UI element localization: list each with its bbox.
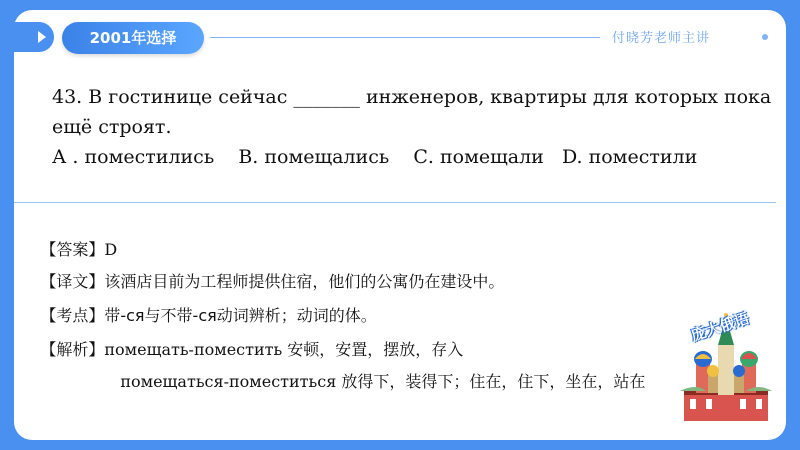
analysis-row-2: [100, 350, 645, 411]
year-tag: 2001年选择: [62, 22, 204, 54]
answer-value: D: [104, 240, 118, 259]
question-text: 43. В гостинице сейчас _______ инженеров, квартиры для которых пока ещё строят.: [52, 86, 772, 138]
question-options: А . поместились В. помещались С. помещали D. поместили: [52, 146, 698, 168]
translation-value: 该酒店目前为工程师提供住宿，他们的公寓仍在建设中。: [104, 272, 505, 291]
chevron-right-icon: [38, 31, 46, 43]
points-value: 带-ся与不带-ся动词辨析；动词的体。: [104, 306, 377, 325]
left-border: [0, 0, 14, 450]
answer-label: 【答案】: [40, 240, 105, 259]
nav-tab[interactable]: [14, 22, 54, 52]
section-divider: [14, 202, 776, 203]
analysis-line2-zh: 放得下，装得下；住在，住下，坐在，站在: [341, 372, 646, 391]
analysis-label: 【解析】: [40, 340, 105, 359]
points-label: 【考点】: [40, 306, 105, 325]
header-dot: [762, 34, 768, 40]
teacher-label: 付晓芳老师主讲: [612, 31, 711, 46]
analysis-line1-zh: 安顿，安置，摆放，存入: [287, 340, 464, 359]
translation-label: 【译文】: [40, 272, 105, 291]
analysis-line2-ru: помещаться-поместиться: [120, 372, 342, 391]
analysis-line1-ru: помещать-поместить: [104, 340, 288, 359]
header-rule: [210, 37, 600, 38]
brand-logo-text: 庞大俄语: [688, 309, 752, 345]
